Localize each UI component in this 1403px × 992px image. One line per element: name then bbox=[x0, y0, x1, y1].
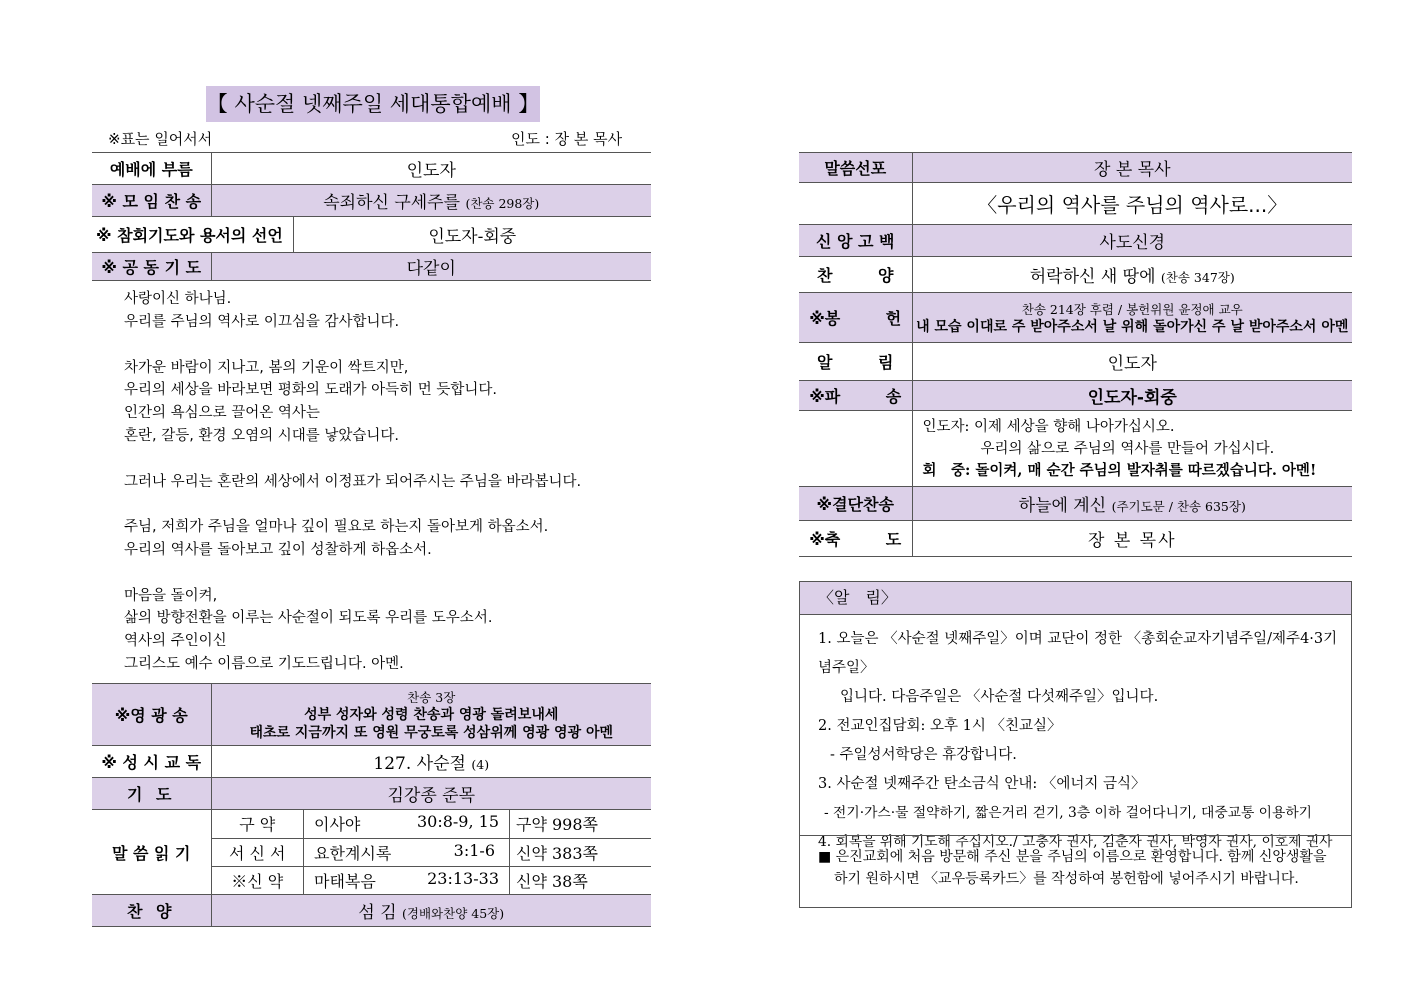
gather-hymn: 속죄하신 구세주를 bbox=[323, 193, 461, 213]
row-confess bbox=[92, 217, 651, 253]
glory-line-1: 성부 성자와 성령 찬송과 영광 돌려보내세 bbox=[304, 706, 559, 723]
notice-item: 4. 회복을 위해 기도해 주십시오./ 고충자 권사, 김춘자 권사, 박영자 권사, 이호제 권사 bbox=[818, 834, 1333, 850]
notice-footer-line-1: ■ 은진교회에 처음 방문해 주신 분을 주님의 이름으로 환영합니다. 함께 신앙생활을 bbox=[818, 849, 1327, 865]
prayer-text bbox=[92, 281, 651, 684]
row-send bbox=[799, 381, 1352, 411]
value-psalm bbox=[211, 746, 651, 778]
notice-box bbox=[799, 581, 1352, 908]
reading-kind: 서 신 서 bbox=[212, 838, 304, 866]
reading-kind: 구 약 bbox=[212, 810, 304, 838]
praise-note: (경배와찬양 45장) bbox=[402, 906, 505, 921]
prayer-line: 주님, 저희가 주님을 얼마나 깊이 필요로 하는지 돌아보게 하옵소서. bbox=[124, 519, 549, 536]
row-glory bbox=[92, 684, 651, 746]
send-line-leader: 인도자: 이제 세상을 향해 나아가십시오. bbox=[922, 418, 1175, 435]
notice-item: 1. 오늘은 〈사순절 넷째주일〉이며 교단이 정한 〈총회순교자기념주일/제주4·3기념주일〉 bbox=[818, 631, 1338, 676]
prayer-gap bbox=[124, 493, 651, 516]
right-order-table bbox=[799, 152, 1352, 557]
notice-body bbox=[800, 615, 1351, 857]
prayer-gap bbox=[124, 448, 651, 471]
prayer-line: 우리의 역사를 돌아보고 깊이 성찰하게 하옵소서. bbox=[124, 541, 432, 558]
value-send: 인도자-회중 bbox=[912, 381, 1352, 411]
row-psalm bbox=[92, 746, 651, 778]
value-decision bbox=[912, 487, 1352, 521]
row-praise-right bbox=[799, 257, 1352, 293]
label-call: 예배에 부름 bbox=[92, 153, 211, 185]
praise-team: 섬 김 bbox=[358, 903, 397, 923]
label-confess: ※ 참회기도와 용서의 선언 bbox=[92, 217, 293, 253]
reading-verse: 3:1-6 bbox=[453, 840, 495, 860]
label-common: ※ 공 동 기 도 bbox=[92, 253, 211, 281]
row-common bbox=[92, 253, 651, 281]
label-prayer: 기 도 bbox=[92, 778, 211, 810]
value-confess: 인도자-회중 bbox=[293, 217, 651, 253]
reading-verse: 23:13-33 bbox=[427, 868, 499, 888]
value-glory bbox=[211, 684, 651, 746]
label-send: ※파 송 bbox=[799, 381, 912, 411]
decision-title: 하늘에 계신 bbox=[1018, 496, 1107, 516]
value-news: 인도자 bbox=[912, 343, 1352, 381]
prayer-line: 그리스도 예수 이름으로 기도드립니다. 아멘. bbox=[124, 655, 404, 672]
reading-book: 마태복음 bbox=[314, 871, 376, 891]
reading-cell bbox=[211, 810, 651, 895]
reading-table bbox=[212, 810, 652, 894]
row-praise bbox=[92, 895, 651, 927]
reading-row bbox=[212, 810, 652, 838]
value-praise-right bbox=[912, 257, 1352, 293]
reading-page: 구약 998쪽 bbox=[510, 810, 652, 838]
row-bless bbox=[799, 521, 1352, 557]
prayer-line: 인간의 욕심으로 끌어온 역사는 bbox=[124, 405, 320, 422]
psalm-note: (4) bbox=[471, 757, 490, 772]
send-line-leader-2: 우리의 삶으로 주님의 역사를 만들어 가십시다. bbox=[980, 440, 1275, 457]
glory-hymn: 찬송 3장 bbox=[407, 689, 456, 705]
send-line-congregation: 회 중: 돌이켜, 매 순간 주님의 발자취를 따르겠습니다. 아멘! bbox=[922, 461, 1317, 479]
notice-footer-line-2: 하기 원하시면 〈교우등록카드〉를 작성하여 봉헌함에 넣어주시기 바랍니다. bbox=[834, 871, 1299, 887]
prayer-line: 혼란, 갈등, 환경 오염의 시대를 낳았습니다. bbox=[124, 428, 399, 444]
psalm-title: 127. 사순절 bbox=[373, 754, 466, 774]
label-bless: ※축 도 bbox=[799, 521, 912, 557]
prayer-gap bbox=[124, 334, 651, 357]
row-prayer-text bbox=[92, 281, 651, 684]
stand-note: ※표는 일어서서 bbox=[108, 130, 213, 148]
row-sermon-title bbox=[799, 183, 1352, 225]
value-prayer: 김강종 준목 bbox=[211, 778, 651, 810]
value-common: 다같이 bbox=[211, 253, 651, 281]
row-news bbox=[799, 343, 1352, 381]
reading-ref bbox=[304, 866, 510, 894]
notice-item: 3. 사순절 넷째주간 탄소금식 안내: 〈에너지 금식〉 bbox=[818, 776, 1146, 792]
praise-right-note: (찬송 347장) bbox=[1160, 270, 1235, 285]
label-glory: ※영 광 송 bbox=[92, 684, 211, 746]
label-psalm: ※ 성 시 교 독 bbox=[92, 746, 211, 778]
label-reading: 말 씀 읽 기 bbox=[92, 810, 211, 895]
row-reading bbox=[92, 810, 651, 895]
label-praise-right: 찬 양 bbox=[799, 257, 912, 293]
reading-page: 신약 383쪽 bbox=[510, 838, 652, 866]
label-offering: ※봉 헌 bbox=[799, 293, 912, 343]
notice-item: - 주일성서학당은 휴강합니다. bbox=[830, 747, 1017, 763]
send-text bbox=[912, 411, 1352, 487]
value-bless: 장 본 목사 bbox=[912, 521, 1352, 557]
reading-ref bbox=[304, 810, 510, 838]
service-title: 【 사순절 넷째주일 세대통합예배 】 bbox=[206, 86, 540, 122]
leader-note: 인도 : 장 본 목사 bbox=[511, 130, 623, 148]
prayer-line: 우리의 세상을 바라보면 평화의 도래가 아득히 먼 듯합니다. bbox=[124, 382, 498, 399]
reading-page: 신약 38쪽 bbox=[510, 866, 652, 894]
value-creed: 사도신경 bbox=[912, 225, 1352, 257]
reading-verse: 30:8-9, 15 bbox=[416, 812, 499, 832]
reading-row bbox=[212, 866, 652, 894]
prayer-line: 역사의 주인이신 bbox=[124, 633, 227, 650]
notice-item: 입니다. 다음주일은 〈사순절 다섯째주일〉입니다. bbox=[840, 689, 1159, 705]
prayer-line: 그러나 우리는 혼란의 세상에서 이정표가 되어주시는 주님을 바라봅니다. bbox=[124, 473, 582, 490]
row-prayer bbox=[92, 778, 651, 810]
prayer-line: 우리를 주님의 역사로 이끄심을 감사합니다. bbox=[124, 314, 400, 331]
prayer-line: 마음을 돌이켜, bbox=[124, 587, 218, 604]
glory-line-2: 태초로 지금까지 또 영원 무궁토록 성삼위께 영광 영광 아멘 bbox=[249, 724, 614, 741]
reading-kind: ※신 약 bbox=[212, 866, 304, 894]
label-send-empty bbox=[799, 411, 912, 487]
label-sermon-empty bbox=[799, 183, 912, 225]
row-gather bbox=[92, 185, 651, 217]
offering-note: 찬송 214장 후렴 / 봉헌위원 윤정애 교우 bbox=[1021, 301, 1243, 317]
label-praise: 찬 양 bbox=[92, 895, 211, 927]
notice-item: 2. 전교인집담회: 오후 1시 〈친교실〉 bbox=[818, 718, 1062, 734]
label-creed: 신 앙 고 백 bbox=[799, 225, 912, 257]
decision-note: (주기도문 / 찬송 635장) bbox=[1111, 499, 1246, 514]
notice-item: - 전기·가스·물 절약하기, 짧은거리 걷기, 3층 이하 걸어다니기, 대중교통 이용하기 bbox=[824, 805, 1312, 821]
prayer-line: 사랑이신 하나님. bbox=[124, 291, 232, 308]
value-offering bbox=[912, 293, 1352, 343]
sermon-title: 〈우리의 역사를 주님의 역사로...〉 bbox=[912, 183, 1352, 225]
reading-row bbox=[212, 838, 652, 866]
prayer-gap bbox=[124, 562, 651, 585]
label-gather-text: ※ 모 임 찬 송 bbox=[101, 192, 202, 211]
praise-right-title: 허락하신 새 땅에 bbox=[1029, 267, 1156, 287]
prayer-line: 삶의 방향전환을 이루는 사순절이 되도록 우리를 도우소서. bbox=[124, 610, 493, 627]
value-sermon: 장 본 목사 bbox=[912, 153, 1352, 183]
label-sermon: 말씀선포 bbox=[799, 153, 912, 183]
left-order-table bbox=[92, 152, 651, 927]
reading-book: 이사야 bbox=[314, 815, 361, 835]
notice-footer bbox=[800, 835, 1351, 890]
value-call: 인도자 bbox=[211, 153, 651, 185]
prayer-line: 차가운 바람이 지나고, 봄의 기운이 싹트지만, bbox=[124, 359, 409, 376]
gather-note: (찬송 298장) bbox=[465, 196, 540, 211]
row-creed bbox=[799, 225, 1352, 257]
row-sermon bbox=[799, 153, 1352, 183]
offering-line: 내 모습 이대로 주 받아주소서 날 위해 돌아가신 주 날 받아주소서 아멘 bbox=[916, 318, 1349, 335]
label-gather bbox=[92, 185, 211, 217]
value-gather bbox=[211, 185, 651, 217]
value-praise bbox=[211, 895, 651, 927]
row-send-text bbox=[799, 411, 1352, 487]
row-call bbox=[92, 153, 651, 185]
reading-book: 요한계시록 bbox=[314, 843, 392, 863]
label-decision: ※결단찬송 bbox=[799, 487, 912, 521]
row-decision bbox=[799, 487, 1352, 521]
label-news: 알 림 bbox=[799, 343, 912, 381]
reading-ref bbox=[304, 838, 510, 866]
notice-header: 〈알 림〉 bbox=[800, 582, 1351, 615]
row-offering bbox=[799, 293, 1352, 343]
